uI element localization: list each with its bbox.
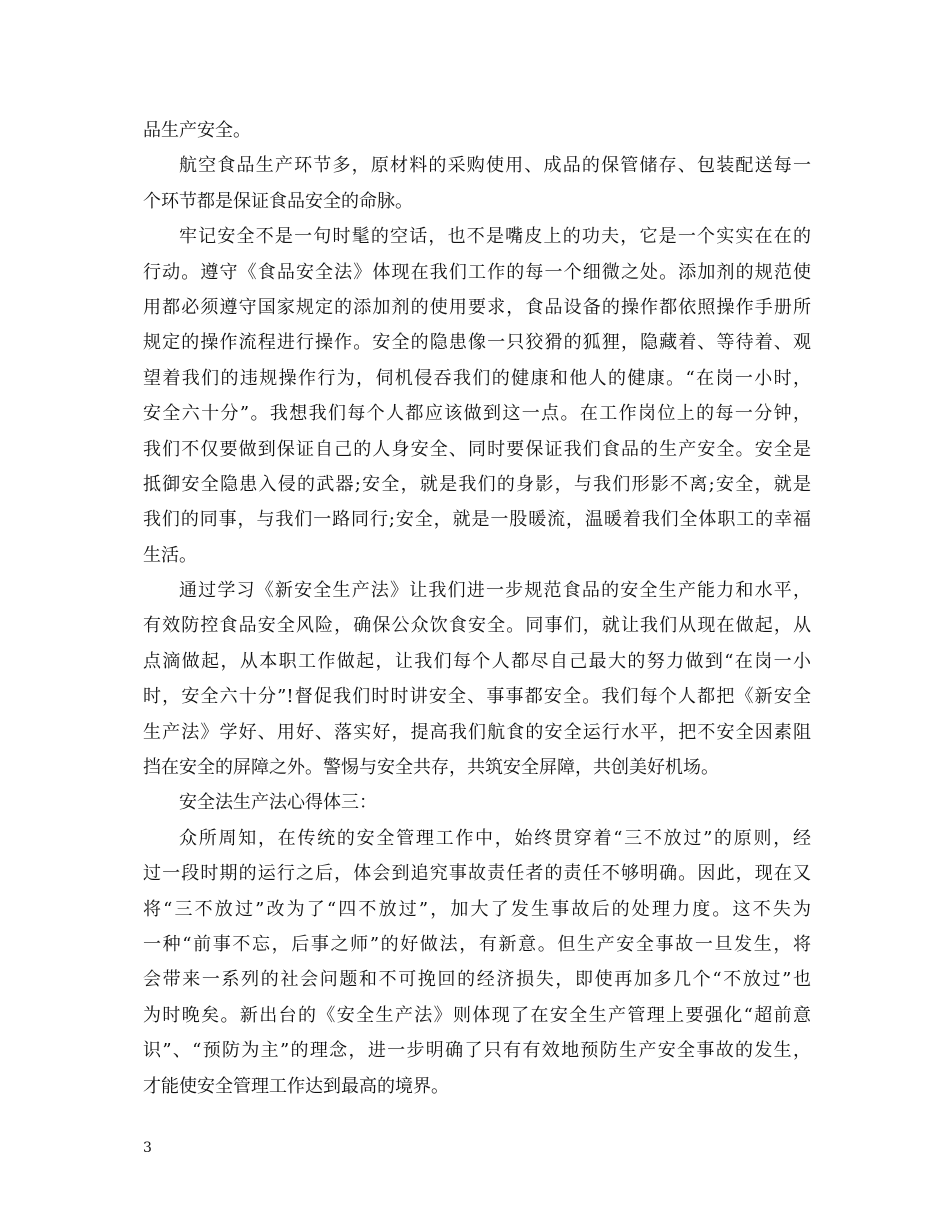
text-line: 规定的操作流程进行操作。安全的隐患像一只狡猾的狐狸，隐藏着、等待着、观 [143, 332, 811, 354]
text-line: 安全六十分”。我想我们每个人都应该做到这一点。在工作岗位上的每一分钟， [143, 403, 811, 425]
text-line: 我们的同事，与我们一路同行;安全，就是一股暖流，温暖着我们全体职工的幸福 [143, 509, 811, 531]
text-line: 一种“前事不忘，后事之师”的好做法，有新意。但生产安全事故一旦发生，将 [143, 933, 811, 955]
text-line: 品生产安全。 [143, 120, 251, 141]
text-line: 才能使安全管理工作达到最高的境界。 [143, 1075, 449, 1097]
text-line: 点滴做起，从本职工作做起，让我们每个人都尽自己最大的努力做到“在岗一小 [143, 650, 811, 672]
text-line: 行动。遵守《食品安全法》体现在我们工作的每一个细微之处。添加剂的规范使 [143, 261, 811, 283]
text-line: 为时晚矣。新出台的《安全生产法》则体现了在安全生产管理上要强化“超前意 [143, 1004, 811, 1026]
text-line: 有效防控食品安全风险，确保公众饮食安全。同事们，就让我们从现在做起，从 [143, 615, 811, 637]
text-line: 时，安全六十分”!督促我们时时讲安全、事事都安全。我们每个人都把《新安全 [143, 686, 811, 708]
text-line: 生产法》学好、用好、落实好，提高我们航食的安全运行水平，把不安全因素阻 [143, 721, 811, 743]
text-line: 会带来一系列的社会问题和不可挽回的经济损失，即使再加多几个“不放过”也 [143, 969, 811, 991]
page-number: 3 [143, 1140, 152, 1156]
text-line: 生活。 [143, 544, 197, 566]
body-text [143, 113, 811, 1104]
text-line: 抵御安全隐患入侵的武器;安全，就是我们的身影，与我们形影不离;安全，就是 [143, 473, 811, 495]
text-line: 望着我们的违规操作行为，伺机侵吞我们的健康和他人的健康。“在岗一小时， [143, 367, 811, 389]
text-line: 识”、“预防为主”的理念，进一步明确了只有有效地预防生产安全事故的发生， [143, 1040, 811, 1062]
text-line: 安全法生产法心得体三： [179, 792, 377, 814]
text-line: 我们不仅要做到保证自己的人身安全、同时要保证我们食品的生产安全。安全是 [143, 438, 811, 460]
text-line: 通过学习《新安全生产法》让我们进一步规范食品的安全生产能力和水平， [179, 580, 811, 602]
text-line: 航空食品生产环节多，原材料的采购使用、成品的保管储存、包装配送每一 [179, 155, 811, 177]
text-line: 个环节都是保证食品安全的命脉。 [143, 190, 413, 212]
text-line: 过一段时期的运行之后，体会到追究事故责任者的责任不够明确。因此，现在又 [143, 863, 811, 885]
text-line: 将“三不放过”改为了“四不放过”，加大了发生事故后的处理力度。这不失为 [143, 898, 811, 920]
text-line: 众所周知，在传统的安全管理工作中，始终贯穿着“三不放过”的原则，经 [179, 827, 811, 849]
text-line: 用都必须遵守国家规定的添加剂的使用要求，食品设备的操作都依照操作手册所 [143, 296, 811, 318]
text-line: 牢记安全不是一句时髦的空话，也不是嘴皮上的功夫，它是一个实实在在的 [179, 226, 811, 248]
text-line: 挡在安全的屏障之外。警惕与安全共存，共筑安全屏障，共创美好机场。 [143, 757, 719, 779]
